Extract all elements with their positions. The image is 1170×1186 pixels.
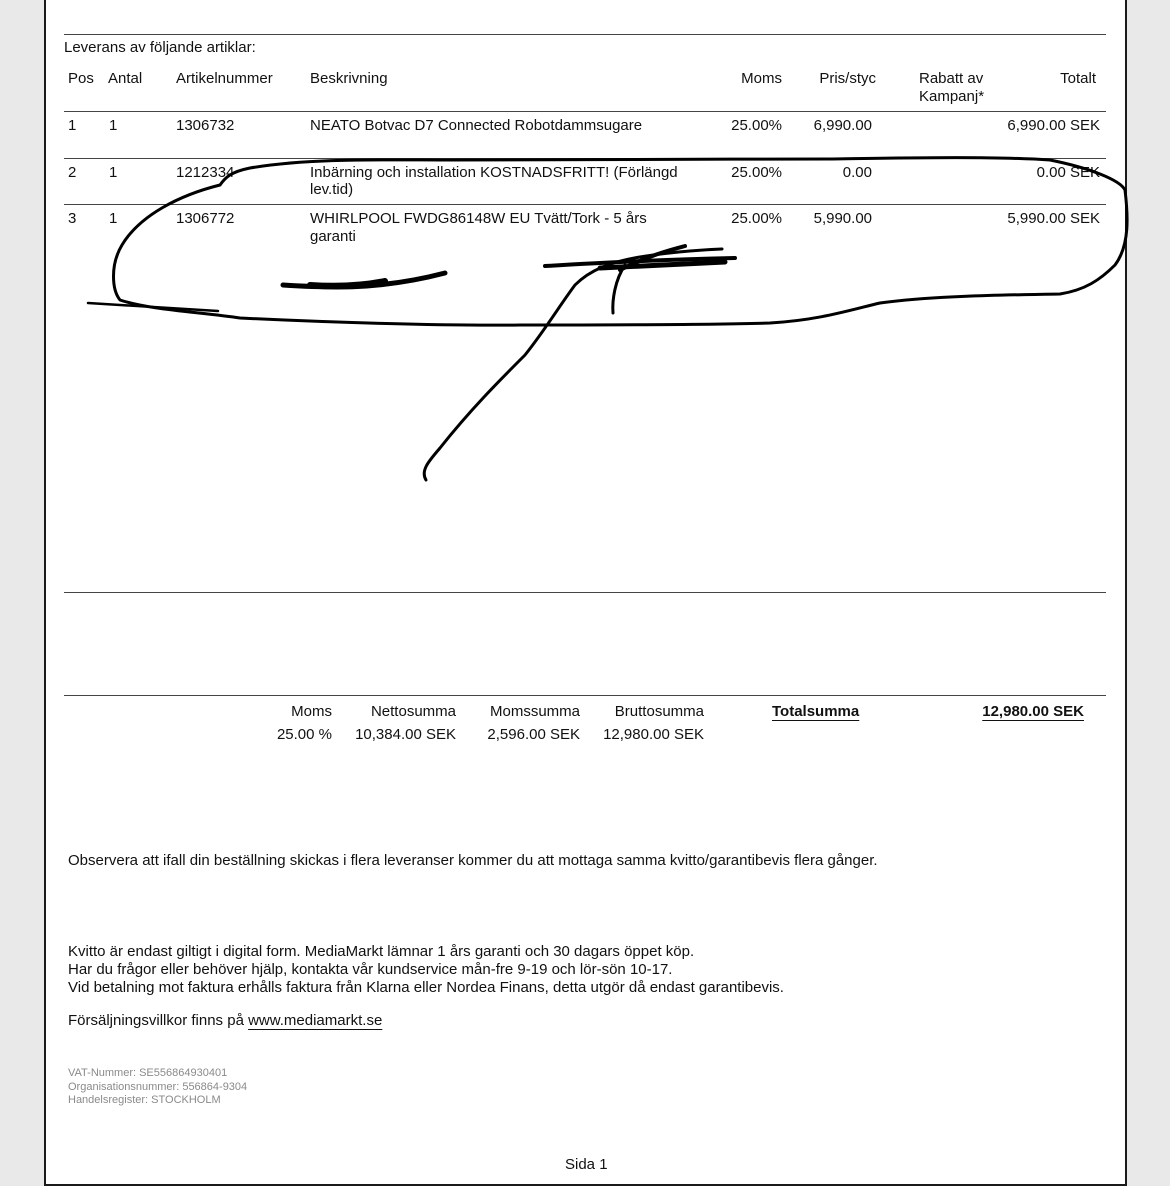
summary-netto-label: Nettosumma — [370, 703, 456, 720]
row-totalt: 0.00 SEK — [1036, 164, 1100, 181]
vat-number: VAT-Nummer: SE556864930401 — [68, 1067, 228, 1079]
summary-total-label: Totalsumma — [772, 703, 860, 720]
summary-total-value: 12,980.00 SEK — [982, 703, 1084, 720]
row-pris: 5,990.00 — [813, 210, 872, 227]
info-line: Kvitto är endast giltigt i digital form. MediaMarkt lämnar 1 års garanti och 30 dagars öppet köp. — [68, 943, 695, 960]
row-rule — [64, 158, 1106, 159]
row-description: NEATO Botvac D7 Connected Robotdammsugare — [310, 117, 643, 134]
col-antal: Antal — [108, 70, 143, 87]
row-description: Inbärning och installation KOSTNADSFRITT! (Förlängd — [310, 164, 678, 181]
col-beskrivning: Beskrivning — [310, 70, 388, 87]
summary-momssumma-label: Momssumma — [489, 703, 580, 720]
row-description-cont: lev.tid) — [310, 181, 354, 198]
table-end-rule — [64, 592, 1106, 593]
row-antal: 1 — [109, 164, 118, 181]
row-totalt: 6,990.00 SEK — [1007, 117, 1100, 134]
row-moms: 25.00% — [731, 117, 782, 134]
delivery-notice: Observera att ifall din beställning skickas i flera leveranser kommer du att mottaga samma kvitto/garantibevis flera gånger. — [68, 852, 878, 869]
summary-netto-value: 10,384.00 SEK — [355, 726, 456, 743]
row-pris: 0.00 — [842, 164, 872, 181]
col-pris: Pris/styc — [819, 70, 876, 87]
summary-rule — [64, 695, 1106, 696]
header-rule — [64, 111, 1106, 112]
row-description-cont: garanti — [310, 228, 356, 245]
row-artikelnummer: 1306772 — [176, 210, 235, 227]
top-rule — [64, 34, 1106, 35]
org-number: Organisationsnummer: 556864-9304 — [68, 1081, 248, 1093]
col-totalt: Totalt — [1060, 70, 1096, 87]
section-title: Leverans av följande artiklar: — [64, 39, 256, 56]
summary-brutto-label: Bruttosumma — [614, 703, 704, 720]
summary-moms-value: 25.00 % — [276, 726, 332, 743]
row-artikelnummer: 1212334 — [176, 164, 235, 181]
row-moms: 25.00% — [731, 164, 782, 181]
page-number: Sida 1 — [565, 1156, 608, 1173]
row-antal: 1 — [109, 117, 118, 134]
row-description: WHIRLPOOL FWDG86148W EU Tvätt/Tork - 5 års — [310, 210, 647, 227]
trade-register: Handelsregister: STOCKHOLM — [68, 1094, 221, 1106]
row-antal: 1 — [109, 210, 118, 227]
summary-brutto-value: 12,980.00 SEK — [603, 726, 704, 743]
row-pos: 3 — [68, 210, 77, 227]
terms-link[interactable]: www.mediamarkt.se — [248, 1012, 383, 1029]
terms-prefix: Försäljningsvillkor finns på — [68, 1012, 244, 1029]
row-pos: 1 — [68, 117, 77, 134]
col-artikelnummer: Artikelnummer — [176, 70, 273, 87]
col-rabatt-line1: Rabatt av — [919, 70, 984, 87]
row-pos: 2 — [68, 164, 77, 181]
row-totalt: 5,990.00 SEK — [1007, 210, 1100, 227]
summary-momssumma-value: 2,596.00 SEK — [487, 726, 580, 743]
col-pos: Pos — [68, 70, 94, 87]
col-moms: Moms — [741, 70, 782, 87]
col-rabatt-line2: Kampanj* — [919, 88, 985, 105]
row-pris: 6,990.00 — [813, 117, 872, 134]
row-artikelnummer: 1306732 — [176, 117, 235, 134]
row-rule — [64, 204, 1106, 205]
info-line: Har du frågor eller behöver hjälp, kontakta vår kundservice mån-fre 9-19 och lör-sön 10-17. — [68, 961, 673, 978]
terms-line — [68, 1012, 382, 1030]
info-line: Vid betalning mot faktura erhålls faktura från Klarna eller Nordea Finans, detta utgör då endast garantibevis. — [68, 979, 784, 996]
row-moms: 25.00% — [731, 210, 782, 227]
summary-moms-label: Moms — [291, 703, 332, 720]
